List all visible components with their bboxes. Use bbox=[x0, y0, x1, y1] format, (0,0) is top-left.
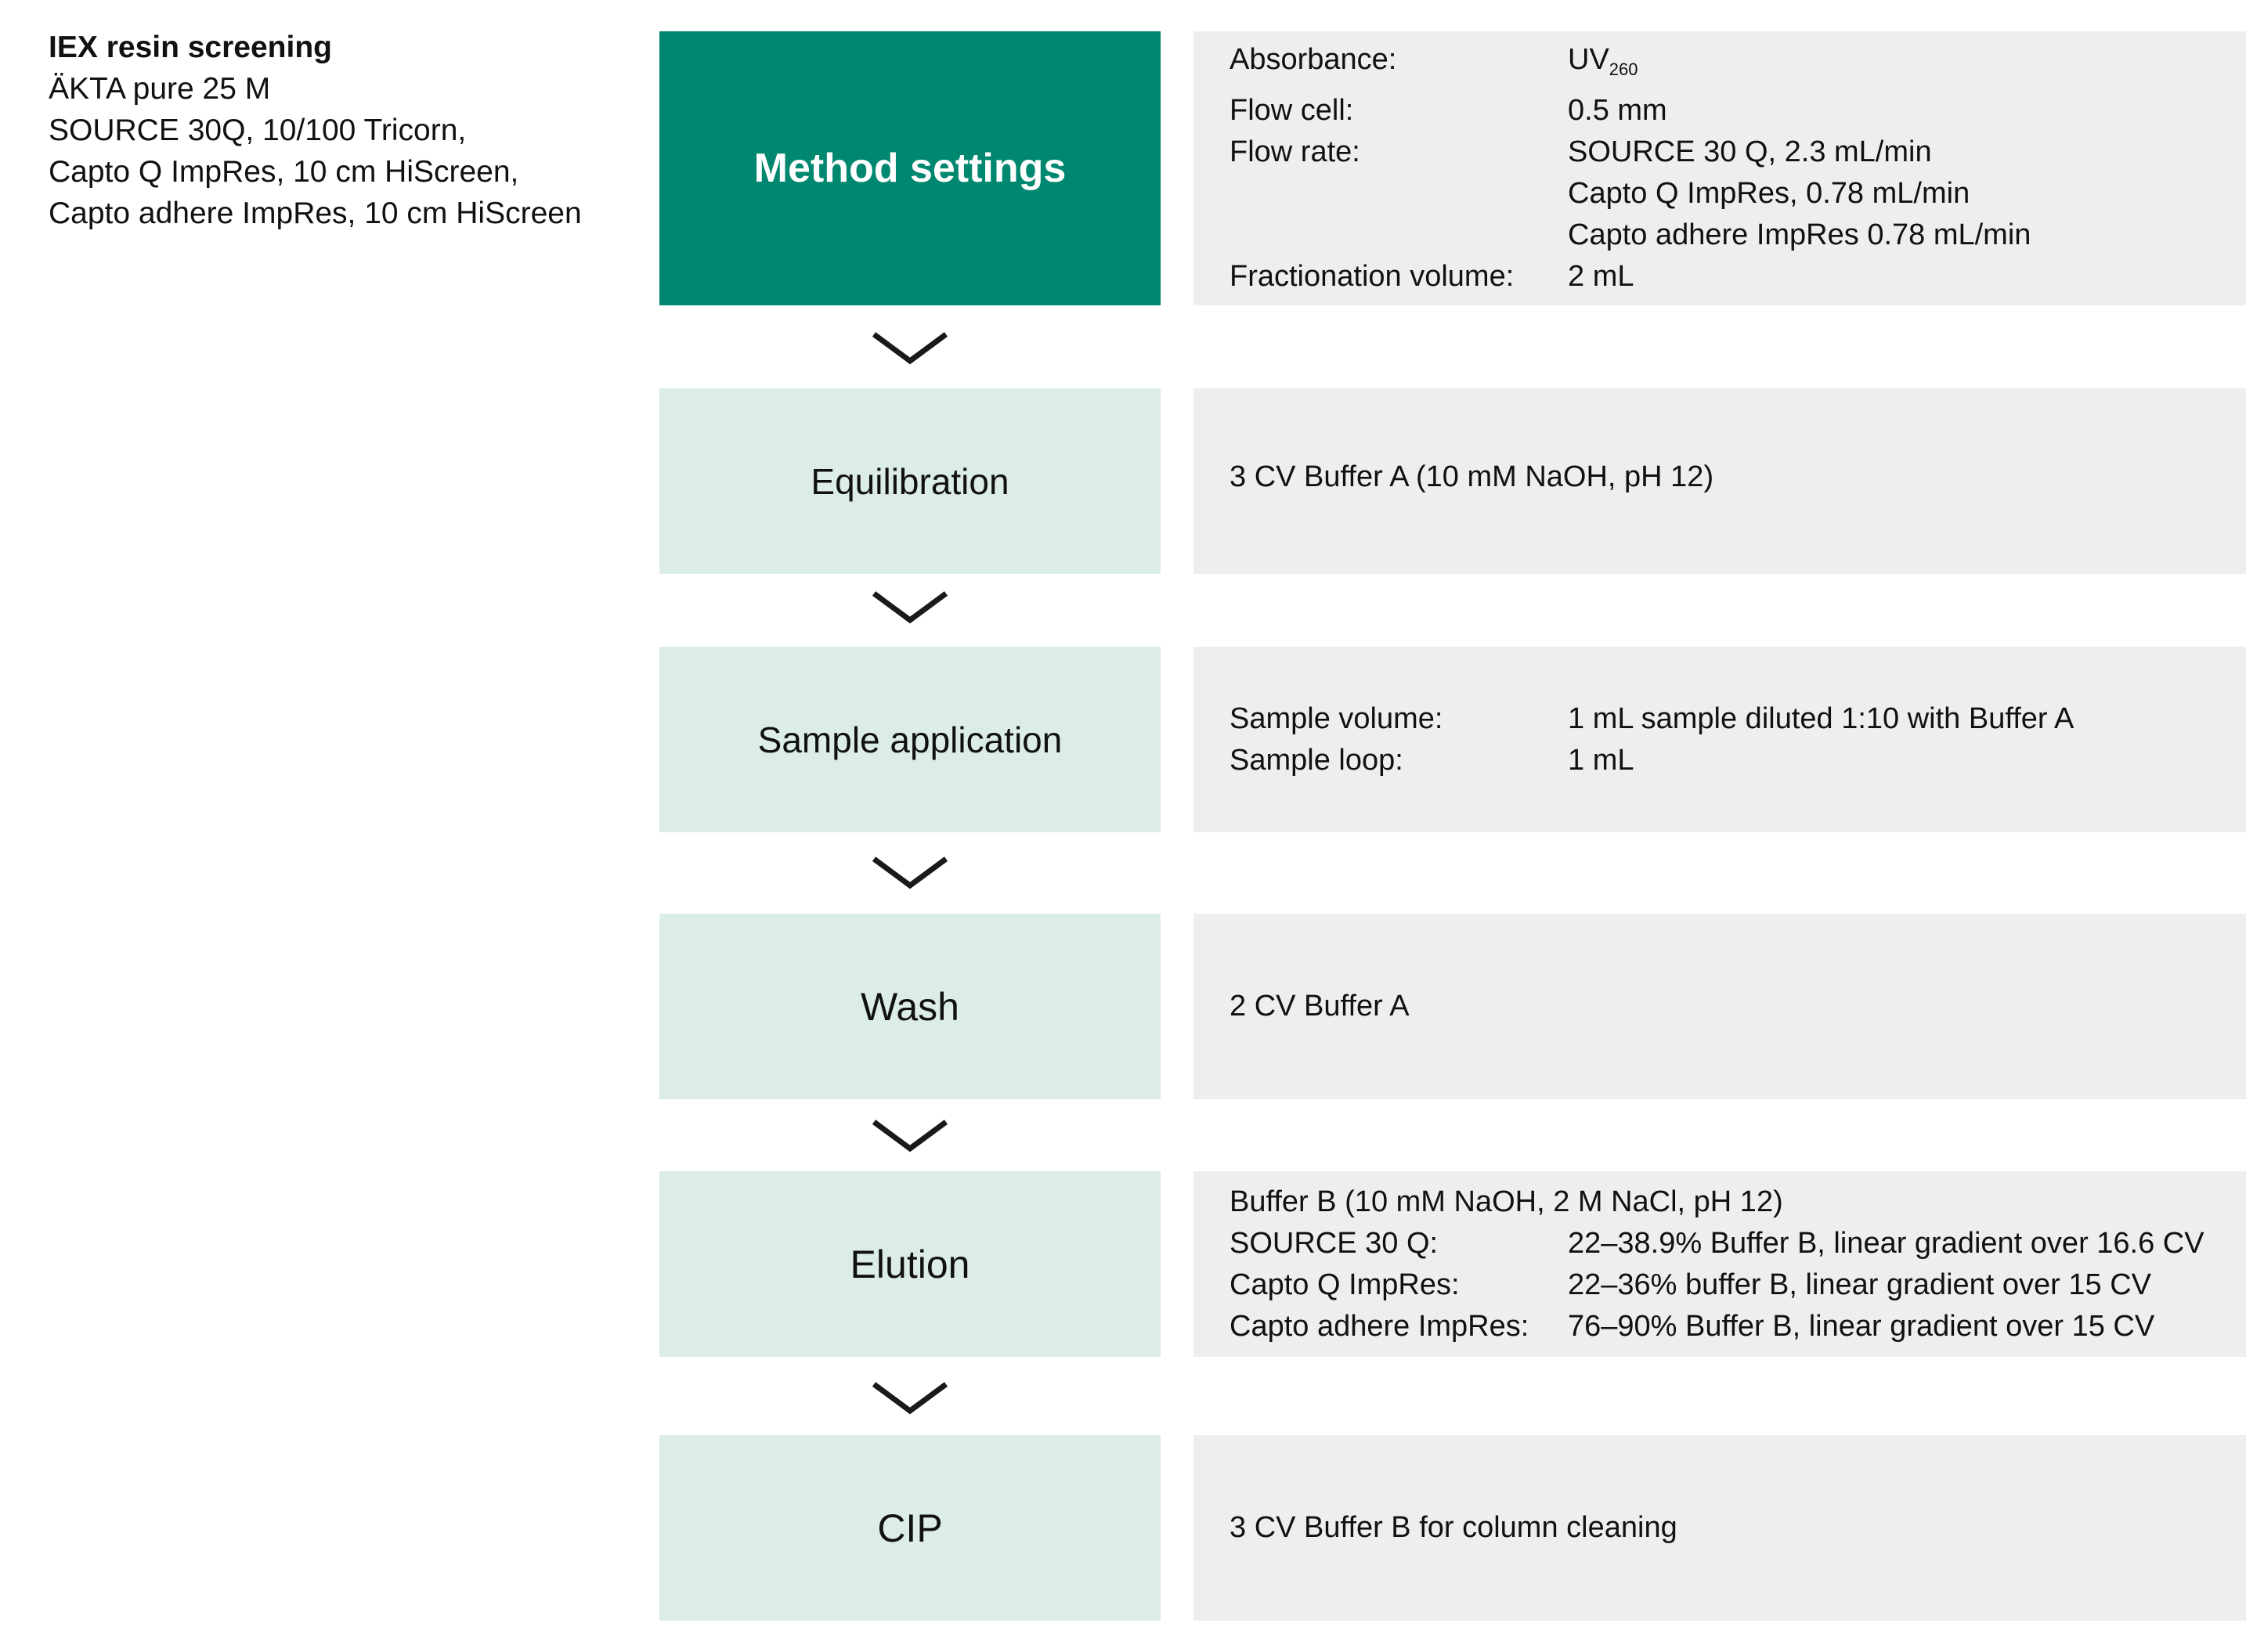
panel-method-settings bbox=[1193, 31, 2246, 305]
chevron-down-icon bbox=[861, 586, 959, 633]
step-elution bbox=[659, 1171, 1161, 1357]
detail-value-main: UV bbox=[1568, 43, 1609, 76]
intro-line-column-3: Capto adhere ImpRes, 10 cm HiScreen bbox=[49, 197, 582, 230]
step-wash bbox=[659, 914, 1161, 1099]
detail-label: Sample volume: bbox=[1230, 702, 1443, 735]
detail-row-flow-rate-cont bbox=[1230, 215, 2246, 256]
detail-label: Sample loop: bbox=[1230, 743, 1403, 777]
detail-label bbox=[1230, 173, 1568, 215]
detail-value: 22–38.9% Buffer B, linear gradient over 16.6 CV bbox=[1568, 1226, 2204, 1260]
step-method-settings bbox=[659, 31, 1161, 305]
detail-label bbox=[1230, 215, 1568, 256]
detail-text: 3 CV Buffer B for column cleaning bbox=[1230, 1511, 1677, 1544]
detail-value-subscript: 260 bbox=[1609, 60, 1638, 79]
detail-value: SOURCE 30 Q, 2.3 mL/min bbox=[1568, 135, 1932, 168]
detail-value: 0.5 mm bbox=[1568, 94, 1667, 127]
detail-row-absorbance bbox=[1230, 39, 2246, 90]
detail-row-source-30q bbox=[1230, 1223, 2246, 1264]
detail-value bbox=[1568, 39, 2246, 90]
detail-value: 1 mL sample diluted 1:10 with Buffer A bbox=[1568, 702, 2074, 735]
intro-line-column-2: Capto Q ImpRes, 10 cm HiScreen, bbox=[49, 155, 519, 189]
detail-label: Flow cell: bbox=[1230, 94, 1354, 127]
step-equilibration bbox=[659, 388, 1161, 574]
detail-label: Flow rate: bbox=[1230, 135, 1360, 168]
detail-value: 2 mL bbox=[1568, 260, 1634, 293]
step-label: Sample application bbox=[757, 719, 1063, 760]
chevron-down-icon bbox=[861, 1376, 959, 1423]
chevron-down-icon bbox=[861, 851, 959, 898]
detail-row-flow-cell bbox=[1230, 90, 2246, 132]
detail-value: Capto Q ImpRes, 0.78 mL/min bbox=[1568, 177, 1970, 210]
step-label: Wash bbox=[861, 984, 959, 1029]
detail-row-capto-adhere bbox=[1230, 1306, 2246, 1347]
panel-cip bbox=[1193, 1435, 2246, 1621]
detail-row-capto-q bbox=[1230, 1264, 2246, 1306]
panel-equilibration bbox=[1193, 388, 2246, 574]
detail-value: 76–90% Buffer B, linear gradient over 15 CV bbox=[1568, 1309, 2155, 1343]
diagram-title: IEX resin screening bbox=[49, 31, 332, 64]
detail-header: Buffer B (10 mM NaOH, 2 M NaCl, pH 12) bbox=[1230, 1185, 1783, 1218]
step-sample-application bbox=[659, 647, 1161, 832]
detail-label: Fractionation volume: bbox=[1230, 260, 1515, 293]
step-label: Elution bbox=[850, 1242, 970, 1286]
detail-row-fractionation bbox=[1230, 256, 2246, 298]
detail-label: SOURCE 30 Q: bbox=[1230, 1226, 1439, 1260]
detail-value: 1 mL bbox=[1568, 743, 1634, 777]
panel-sample-application bbox=[1193, 647, 2246, 832]
chevron-down-icon bbox=[861, 1114, 959, 1161]
step-label: CIP bbox=[877, 1506, 943, 1550]
detail-text: 3 CV Buffer A (10 mM NaOH, pH 12) bbox=[1230, 460, 1714, 493]
step-label: Method settings bbox=[753, 146, 1067, 191]
panel-wash bbox=[1193, 914, 2246, 1099]
panel-elution bbox=[1193, 1171, 2246, 1357]
detail-text: 2 CV Buffer A bbox=[1230, 990, 1410, 1023]
intro-block bbox=[49, 27, 582, 234]
step-cip bbox=[659, 1435, 1161, 1621]
detail-row-sample-loop bbox=[1230, 740, 2246, 781]
detail-label: Absorbance: bbox=[1230, 43, 1397, 76]
chevron-down-icon bbox=[861, 326, 959, 373]
intro-line-system: ÄKTA pure 25 M bbox=[49, 72, 271, 106]
detail-label: Capto adhere ImpRes: bbox=[1230, 1309, 1529, 1343]
detail-row-sample-volume bbox=[1230, 698, 2246, 740]
step-label: Equilibration bbox=[811, 460, 1009, 502]
detail-label: Capto Q ImpRes: bbox=[1230, 1268, 1460, 1301]
detail-value: Capto adhere ImpRes 0.78 mL/min bbox=[1568, 218, 2031, 251]
detail-row-flow-rate-cont bbox=[1230, 173, 2246, 215]
detail-value: 22–36% buffer B, linear gradient over 15 CV bbox=[1568, 1268, 2151, 1301]
intro-line-column-1: SOURCE 30Q, 10/100 Tricorn, bbox=[49, 114, 467, 147]
detail-row-flow-rate bbox=[1230, 132, 2246, 173]
